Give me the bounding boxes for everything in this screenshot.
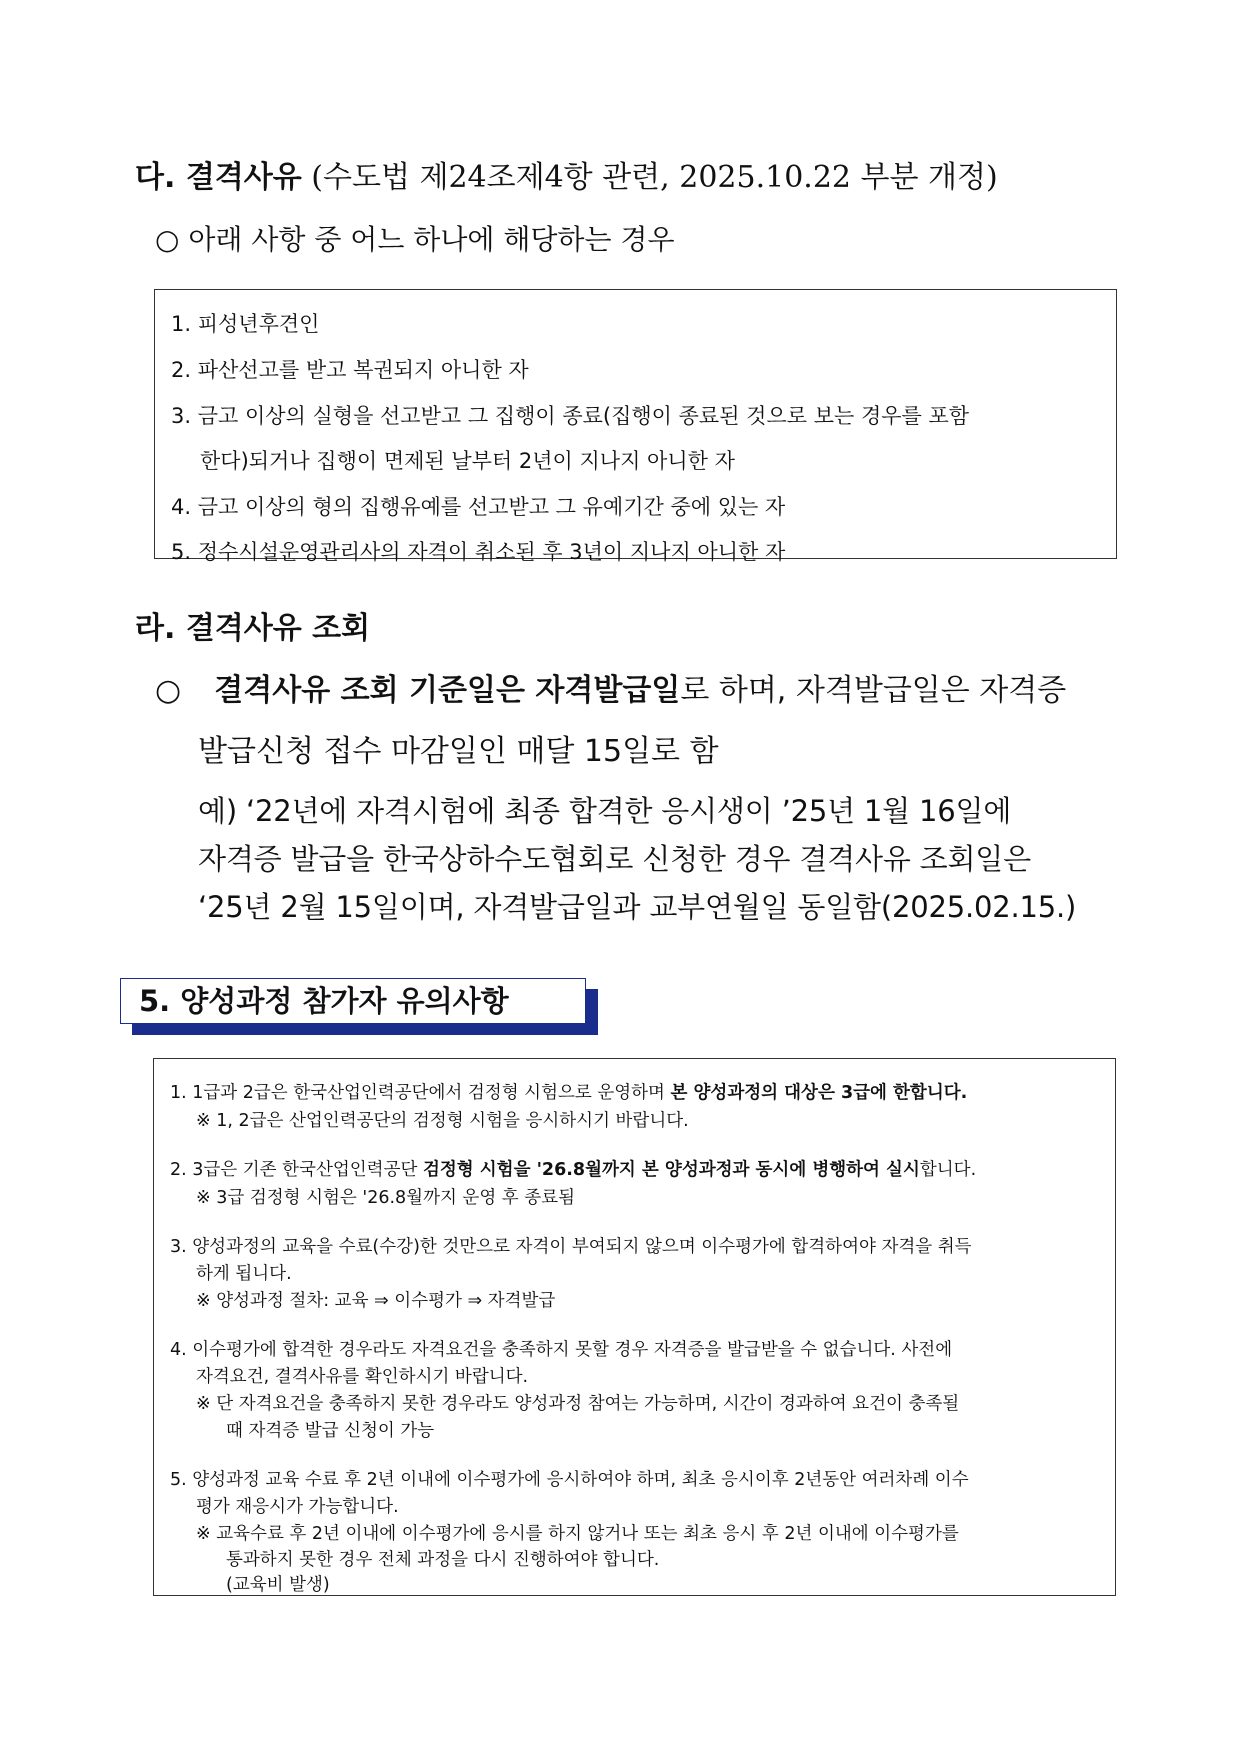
note-line: 자격요건, 결격사유를 확인하시기 바랍니다. <box>196 1367 529 1387</box>
note-text: 합니다. <box>919 1160 977 1180</box>
disqualification-list-box <box>154 289 1117 564</box>
note-line: 5. 양성과정 교육 수료 후 2년 이내에 이수평가에 응시하여야 하며, 최초 응시이후 2년동안 여러차례 이수 <box>170 1470 969 1490</box>
section-ra-paragraph-line1 <box>155 665 1066 709</box>
section-da-title-rest: (수도법 제24조제4항 관련, 2025.10.22 부분 개정) <box>311 160 998 195</box>
note-line: ※ 교육수료 후 2년 이내에 이수평가에 응시를 하지 않거나 또는 최초 응시 후 2년 이내에 이수평가를 <box>196 1524 959 1544</box>
section-da-bullet: ○ 아래 사항 중 어느 하나에 해당하는 경우 <box>155 223 675 256</box>
list-item: 5. 정수시설운영관리사의 자격이 취소된 후 3년이 지나지 아니한 자 <box>171 540 786 564</box>
section-ra-paragraph-line2: 발급신청 접수 마감일인 매달 15일로 함 <box>198 734 719 769</box>
note-line: 평가 재응시가 가능합니다. <box>196 1497 399 1517</box>
note-line <box>170 1079 967 1104</box>
note-line: 하게 됩니다. <box>196 1264 292 1284</box>
note-emphasis: 검정형 시험을 '26.8월까지 본 양성과정과 동시에 병행하여 실시 <box>422 1160 920 1180</box>
list-item: 4. 금고 이상의 형의 집행유예를 선고받고 그 유예기간 중에 있는 자 <box>171 495 786 519</box>
note-emphasis: 본 양성과정의 대상은 3급에 한합니다. <box>670 1083 968 1103</box>
note-line <box>170 1156 976 1181</box>
note-line: ※ 단 자격요건을 충족하지 못한 경우라도 양성과정 참여는 가능하며, 시간이 경과하여 요건이 충족될 <box>196 1394 960 1414</box>
paragraph-text: 로 하며, 자격발급일은 자격증 <box>680 673 1067 708</box>
note-text: 1. 1급과 2급은 한국산업인력공단에서 검정형 시험으로 운영하며 <box>170 1083 671 1103</box>
note-line: 4. 이수평가에 합격한 경우라도 자격요건을 충족하지 못할 경우 자격증을 발급받을 수 없습니다. 사전에 <box>170 1340 953 1360</box>
emphasis-text: 결격사유 조회 기준일은 자격발급일 <box>214 673 681 708</box>
notes-box <box>153 1058 1116 1596</box>
note-line: ※ 양성과정 절차: 교육 ⇒ 이수평가 ⇒ 자격발급 <box>196 1291 556 1311</box>
section5-heading: 5. 양성과정 참가자 유의사항 <box>120 978 586 1024</box>
section-da-title <box>135 152 998 196</box>
note-line: ※ 1, 2급은 산업인력공단의 검정형 시험을 응시하시기 바랍니다. <box>196 1111 689 1131</box>
note-line: (교육비 발생) <box>226 1575 330 1595</box>
example-line: 자격증 발급을 한국상하수도협회로 신청한 경우 결격사유 조회일은 <box>198 842 1031 876</box>
bullet-mark: ○ <box>155 673 182 708</box>
section-ra-title: 라. 결격사유 조회 <box>135 611 371 646</box>
list-item: 3. 금고 이상의 실형을 선고받고 그 집행이 종료(집행이 종료된 것으로 보는 경우를 포함 <box>171 404 970 428</box>
example-line: ‘25년 2월 15일이며, 자격발급일과 교부연월일 동일함(2025.02.15.) <box>198 890 1077 924</box>
note-line: ※ 3급 검정형 시험은 '26.8월까지 운영 후 종료됨 <box>196 1188 575 1208</box>
note-text: 2. 3급은 기존 한국산업인력공단 <box>170 1160 423 1180</box>
section-da-title-bold: 다. 결격사유 <box>135 160 302 195</box>
note-line: 통과하지 못한 경우 전체 과정을 다시 진행하여야 합니다. <box>226 1550 660 1570</box>
note-line: 3. 양성과정의 교육을 수료(수강)한 것만으로 자격이 부여되지 않으며 이수평가에 합격하여야 자격을 취득 <box>170 1237 972 1257</box>
list-item: 2. 파산선고를 받고 복권되지 아니한 자 <box>171 358 529 382</box>
list-item: 1. 피성년후견인 <box>171 312 320 336</box>
list-item-continued: 한다)되거나 집행이 면제된 날부터 2년이 지나지 아니한 자 <box>200 449 735 473</box>
example-line: 예) ‘22년에 자격시험에 최종 합격한 응시생이 ’25년 1월 16일에 <box>198 794 1012 828</box>
note-line: 때 자격증 발급 신청이 가능 <box>226 1421 435 1441</box>
